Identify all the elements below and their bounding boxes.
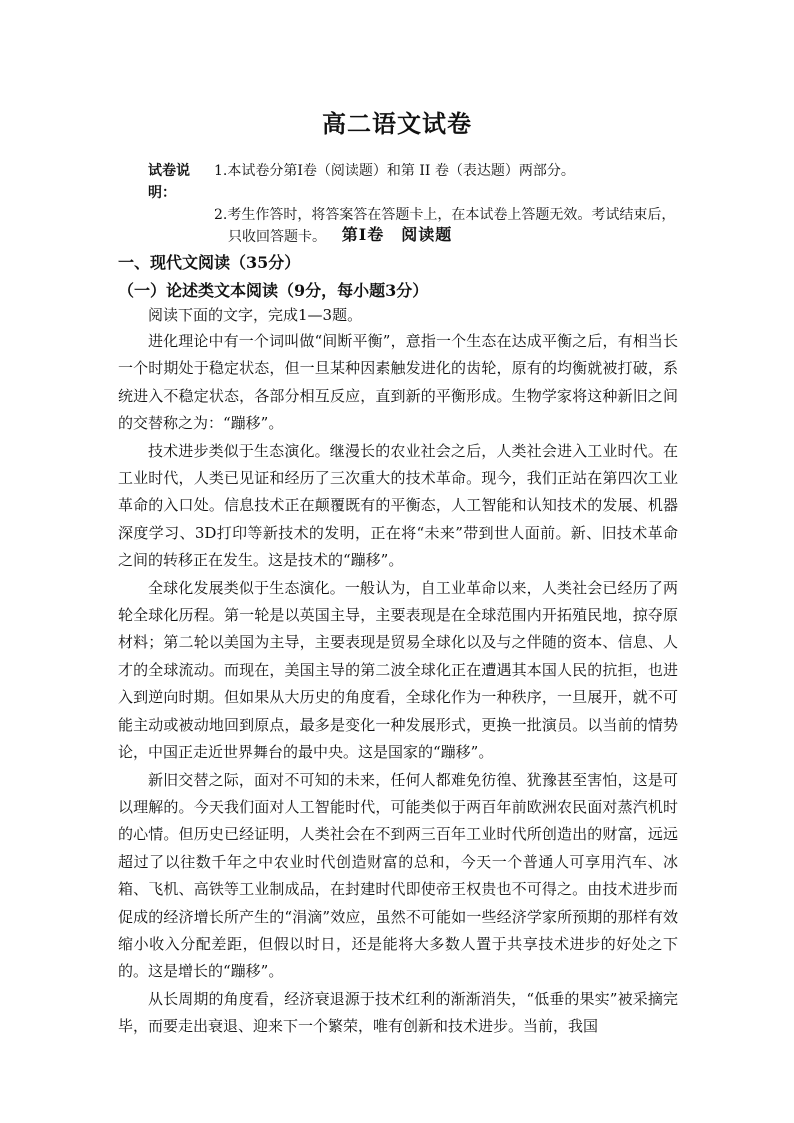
page-title: 高二语文试卷: [322, 109, 472, 138]
instruction-item-2: 2.考生作答时，将答案答在答题卡上，在本试卷上答题无效。考试结束后，: [214, 207, 676, 223]
passage-paragraph-4: 新旧交替之际，面对不可知的未来，任何人都难免彷徨、犹豫甚至害怕，这是可以理解的。今天我们面对人工智能时代，可能类似于两百年前欧洲农民面对蒸汽机时的心情。但历史已经证明，人类社会在不到两三百年工业时代所创造出的财富，远远超过了以往数千年之中农业时代创造财富的总和，今天一个普通人可享用汽车、冰箱、飞机、高铁等工业制成品，在封建时代即使帝王权贵也不可得之。由技术进步而促成的经济增长所产生的“涓滴”效应，虽然不可能如一些经济学家所预期的那样有效缩小收入分配差距，但假以时日，还是能将大多数人置于共享技术进步的好处之下的。这是增长的“蹦移”。: [118, 770, 678, 981]
passage-paragraph-5: 从长周期的角度看，经济衰退源于技术红利的渐渐消失，“低垂的果实”被采摘完毕，而要走出衰退、迎来下一个繁荣，唯有创新和技术进步。当前，我国: [118, 989, 678, 1036]
instruction-item-1: 1.本试卷分第Ⅰ卷（阅读题）和第 II 卷（表达题）两部分。: [214, 163, 575, 179]
subsection-heading-argumentative: （一）论述类文本阅读（9分，每小题3分）: [118, 281, 429, 300]
reading-passage: [118, 328, 678, 1041]
reading-instruction: 阅读下面的文字，完成1—3题。: [148, 306, 363, 324]
part-title: 第Ⅰ卷 阅读题: [341, 225, 453, 244]
passage-paragraph-1: 进化理论中有一个词叫做“间断平衡”，意指一个生态在达成平衡之后，有相当长一个时期处于稳定状态，但一旦某种因素触发进化的齿轮，原有的均衡就被打破，系统进入不稳定状态，各部分相互反应，直到新的平衡形成。生物学家将这种新旧之间的交替称之为：“蹦移”。: [118, 332, 678, 433]
section-heading-modern-reading: 一、现代文阅读（35分）: [118, 253, 301, 272]
instructions-label: 试卷说明：: [148, 163, 190, 201]
passage-paragraph-3: 全球化发展类似于生态演化。一般认为，自工业革命以来，人类社会已经历了两轮全球化历程。第一轮是以英国主导，主要表现是在全球范围内开拓殖民地，掠夺原材料；第二轮以美国为主导，主要表现是贸易全球化以及与之伴随的资本、信息、人才的全球流动。而现在，美国主导的第二波全球化正在遭遇其本国人民的抗拒，也进入到逆向时期。但如果从大历史的角度看，全球化作为一种秩序，一旦展开，就不可能主动或被动地回到原点，最多是变化一种发展形式，更换一批演员。以当前的情势论，中国正走近世界舞台的最中央。这是国家的“蹦移”。: [118, 578, 678, 762]
instruction-item-2-continued: 只收回答题卡。: [228, 229, 326, 245]
instruction-row-1: [148, 160, 688, 204]
passage-paragraph-2: 技术进步类似于生态演化。继漫长的农业社会之后，人类社会进入工业时代。在工业时代，人类已见证和经历了三次重大的技术革命。现今，我们正站在第四次工业革命的入口处。信息技术正在颠覆既有的平衡态，人工智能和认知技术的发展、机器深度学习、3D打印等新技术的发明，正在将“未来”带到世人面前。新、旧技术革命之间的转移正在发生。这是技术的“蹦移”。: [118, 441, 678, 570]
